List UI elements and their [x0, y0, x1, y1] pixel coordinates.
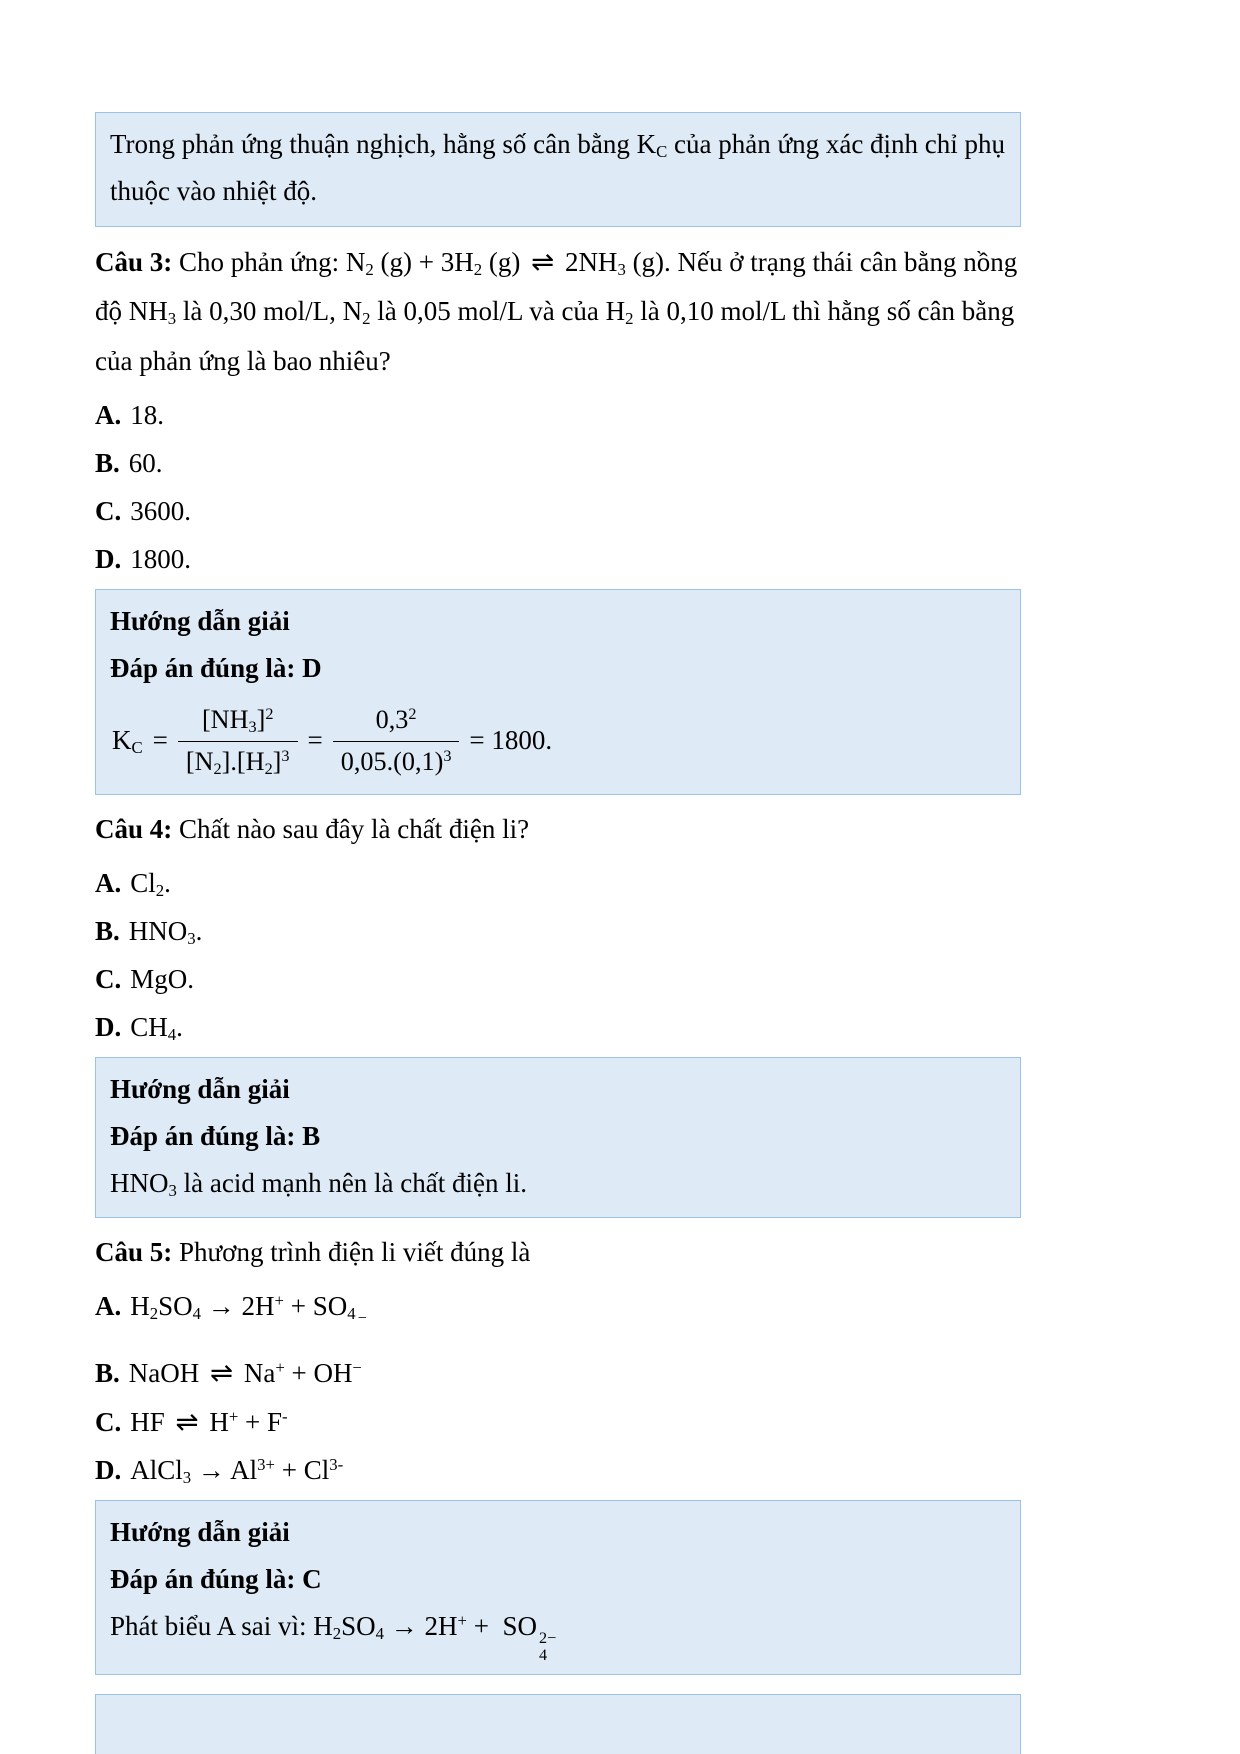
- option-label: D.: [95, 1011, 122, 1042]
- question-5: [95, 1228, 1021, 1278]
- option-text: HF ⇌ H+ + F-: [130, 1406, 288, 1439]
- question-3: [95, 237, 1021, 388]
- question-5-option-b: [95, 1354, 1021, 1393]
- option-label: C.: [95, 964, 122, 995]
- equals-sign: =: [307, 725, 323, 756]
- option-label: C.: [95, 495, 122, 526]
- fraction-denominator: $[N_2].[H_2]^3$: [185, 746, 290, 778]
- question-4-label: Câu 4:: [95, 814, 173, 845]
- solution-note: $HNO_3$ là acid mạnh nên là chất điện li.: [110, 1168, 527, 1201]
- question-5-label: Câu 5:: [95, 1237, 173, 1268]
- option-label: A.: [95, 868, 122, 899]
- question-4-option-a: [95, 865, 1021, 903]
- kc-symbol: $K_C$: [112, 725, 143, 758]
- fraction-denominator: $0,05.(0,1)^3$: [340, 746, 452, 776]
- solution-box-q4: [95, 1057, 1021, 1219]
- question-3-text: Cho phản ứng: $N_2$ $(g) + 3H_2$ (g) ⇌ $2NH_3$ (g). Nếu ở trạng thái cân bằng nồng độ $NH_3$ là 0,30 mol/L, $N_2$ là 0,05 mol/L và của $H_2$ là 0,10 mol/L thì hằng số cân bằng của phản ứng là bao nhiêu?: [95, 245, 1018, 377]
- carryover-note-text: Trong phản ứng thuận nghịch, hằng số cân bằng $K_C$ của phản ứng xác định chỉ phụ thuộc vào nhiệt độ.: [110, 129, 1006, 207]
- formula-result: = 1800.: [469, 725, 553, 756]
- option-label: A.: [95, 400, 122, 431]
- solution-title: Hướng dẫn giải: [110, 605, 290, 636]
- option-label: A.: [95, 1291, 122, 1322]
- fraction-numerator: $[NH_3]^2$: [178, 704, 298, 742]
- solution-note: Phát biểu A sai vì: $H_2SO_4 \to 2H^+$ + SO 2− 4: [110, 1611, 557, 1665]
- option-text: MgO.: [130, 964, 195, 995]
- question-3-label: Câu 3:: [95, 246, 173, 277]
- question-3-option-b: [95, 445, 1021, 483]
- numeric-fraction: [333, 704, 460, 778]
- option-text: 3600.: [130, 495, 191, 526]
- option-text: NaOH ⇌ Na+ + OH−: [128, 1357, 362, 1390]
- solution-answer: Đáp án đúng là: C: [110, 1564, 322, 1595]
- carryover-note-box: [95, 112, 1021, 227]
- question-3-option-c: [95, 493, 1021, 531]
- option-text: $HNO_3$.: [128, 916, 203, 949]
- solution-answer: Đáp án đúng là: B: [110, 1120, 321, 1151]
- symbolic-fraction: [178, 704, 298, 778]
- question-5-text: Phương trình điện li viết đúng là: [179, 1237, 531, 1268]
- question-4-text: Chất nào sau đây là chất điện li?: [179, 814, 530, 845]
- option-text: AlCl$_3$ → $Al^{3+} + Cl^{3-}$: [130, 1454, 344, 1488]
- option-label: D.: [95, 543, 122, 574]
- solution-box-q5: [95, 1500, 1021, 1676]
- question-3-option-d: [95, 541, 1021, 579]
- fraction-numerator: $0,3^2$: [333, 704, 460, 742]
- solution-box-q3: [95, 589, 1021, 796]
- solution-answer: Đáp án đúng là: D: [110, 652, 322, 683]
- question-4-option-c: [95, 961, 1021, 999]
- question-5-option-c: [95, 1403, 1021, 1442]
- equilibrium-constant-formula: [112, 704, 1006, 778]
- next-solution-box-cutoff: [95, 1694, 1021, 1754]
- document-page: [95, 104, 1021, 1685]
- question-5-option-a: [95, 1288, 1021, 1344]
- option-text: 60.: [128, 448, 163, 479]
- option-label: D.: [95, 1454, 122, 1485]
- option-label: B.: [95, 916, 120, 947]
- question-5-option-d: [95, 1452, 1021, 1490]
- question-4: [95, 805, 1021, 855]
- question-4-option-b: [95, 913, 1021, 951]
- option-text: $Cl_2$.: [130, 868, 171, 901]
- option-label: C.: [95, 1407, 122, 1438]
- option-text: 1800.: [130, 543, 191, 574]
- solution-title: Hướng dẫn giải: [110, 1516, 290, 1547]
- option-label: B.: [95, 1358, 120, 1389]
- option-text: $H_2SO_4 \to 2H^+ + SO_4$ −: [130, 1291, 367, 1328]
- equals-sign: =: [152, 725, 168, 756]
- option-label: B.: [95, 448, 120, 479]
- question-4-option-d: [95, 1009, 1021, 1047]
- option-text: $CH_4$.: [130, 1011, 183, 1044]
- option-text: 18.: [130, 400, 164, 431]
- solution-title: Hướng dẫn giải: [110, 1073, 290, 1104]
- question-3-option-a: [95, 397, 1021, 435]
